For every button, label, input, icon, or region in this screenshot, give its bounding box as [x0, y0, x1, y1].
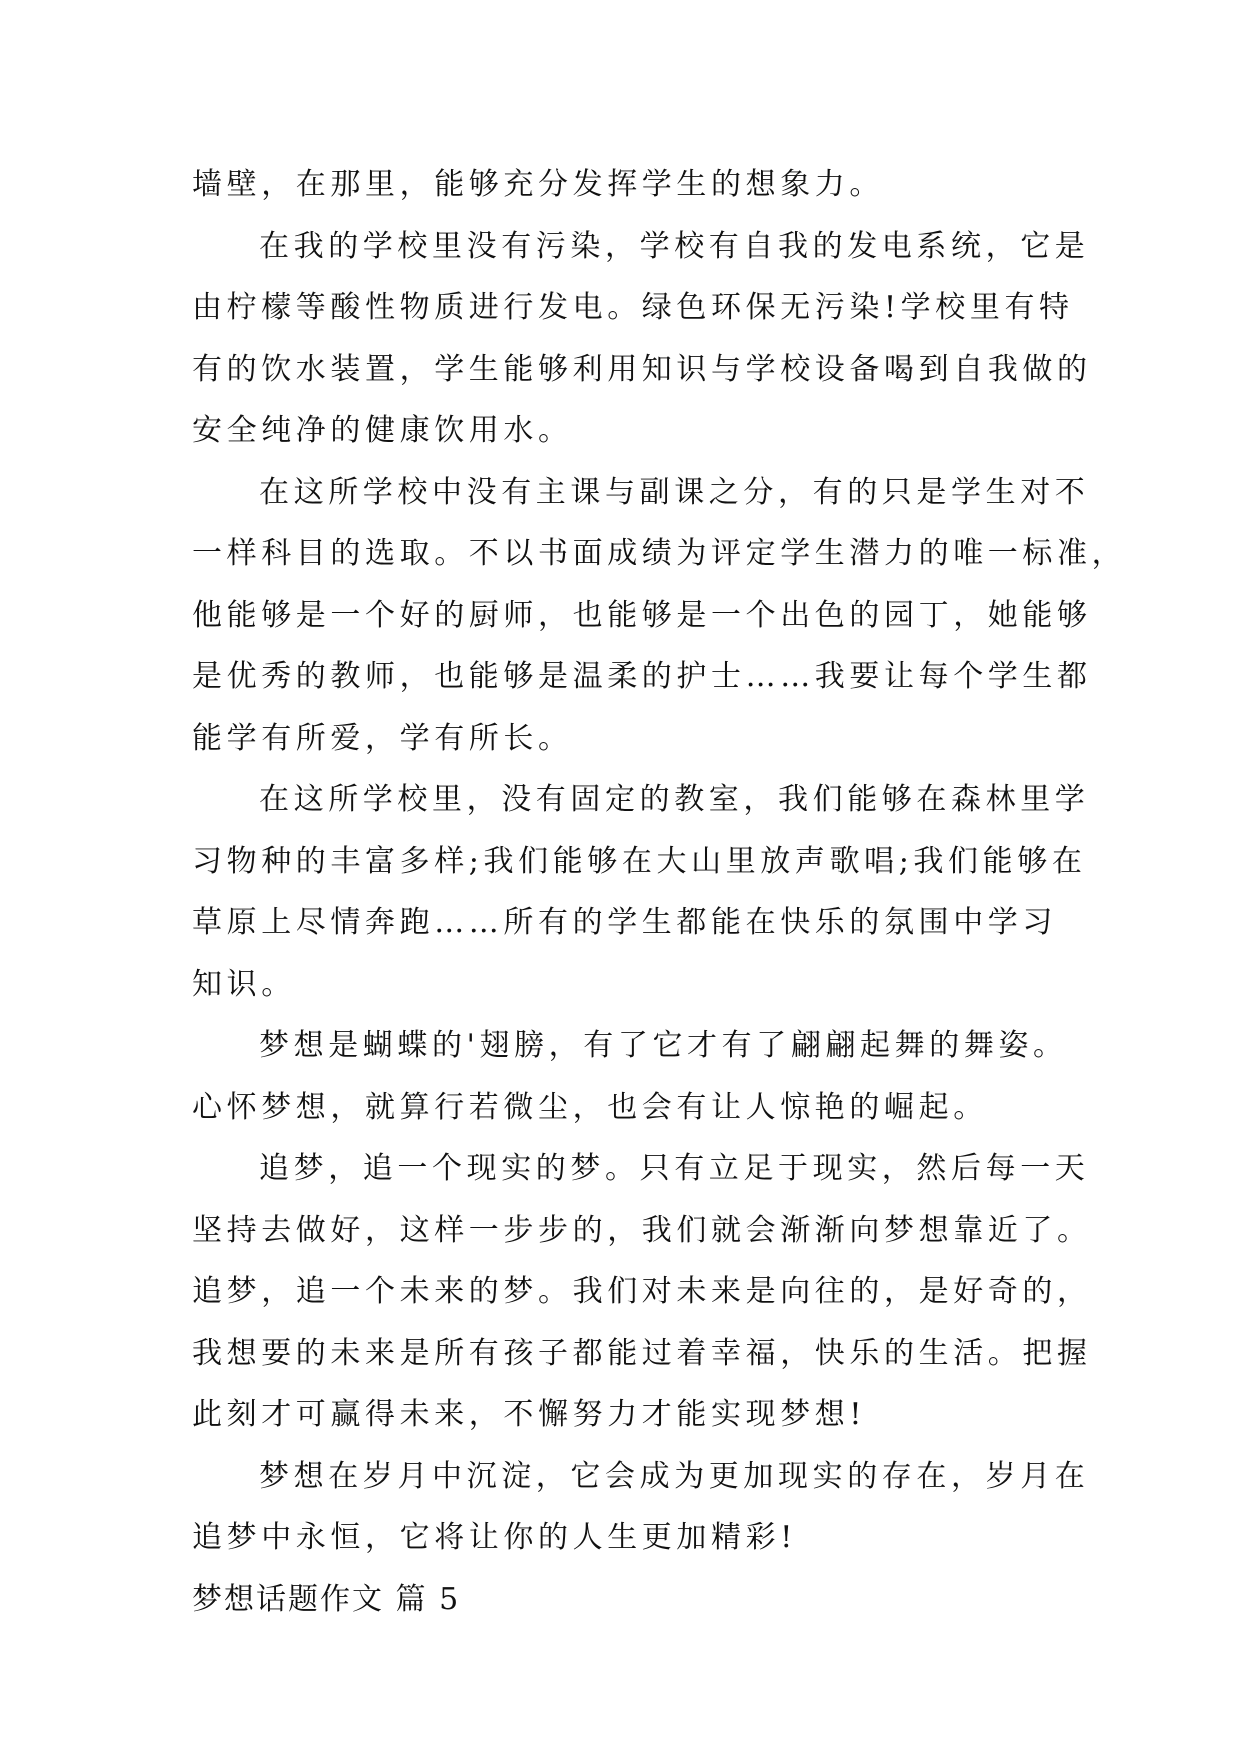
text-line: 心怀梦想，就算行若微尘，也会有让人惊艳的崛起。: [192, 1089, 988, 1125]
text-line: 坚持去做好，这样一步步的，我们就会渐渐向梦想靠近了。: [192, 1212, 1092, 1248]
text-line: 追梦，追一个未来的梦。我们对未来是向往的，是好奇的，: [192, 1274, 1092, 1309]
text-line: 追梦，追一个现实的梦。只有立足于现实，然后每一天: [259, 1151, 1090, 1186]
text-line: 追梦中永恒，它将让你的人生更加精彩!: [192, 1520, 797, 1555]
text-line: 知识。: [192, 966, 296, 1002]
text-line: 由柠檬等酸性物质进行发电。绿色环保无污染!学校里有特: [192, 290, 1074, 325]
text-line: 习物种的丰富多样;我们能够在大山里放声歌唱;我们能够在: [192, 843, 1087, 879]
text-line: 在我的学校里没有污染，学校有自我的发电系统，它是: [259, 228, 1090, 264]
text-line: 能学有所爱，学有所长。: [192, 720, 573, 756]
text-line: 有的饮水装置，学生能够利用知识与学校设备喝到自我做的: [192, 351, 1092, 387]
text-line: 草原上尽情奔跑……所有的学生都能在快乐的氛围中学习: [192, 905, 1057, 940]
document-body: [192, 154, 1127, 1630]
text-line: 在这所学校中没有主课与副课之分，有的只是学生对不: [259, 474, 1090, 510]
text-line: 梦想是蝴蝶的'翅膀，有了它才有了翩翩起舞的舞姿。: [259, 1028, 1068, 1063]
text-line: 他能够是一个好的厨师，也能够是一个出色的园丁，她能够: [192, 597, 1092, 633]
text-line: 是优秀的教师，也能够是温柔的护士……我要让每个学生都: [192, 659, 1092, 694]
text-line: 安全纯净的健康饮用水。: [192, 413, 573, 448]
text-line: 在这所学校里，没有固定的教室，我们能够在森林里学: [259, 782, 1090, 817]
text-line: 梦想在岁月中沉淀，它会成为更加现实的存在，岁月在: [259, 1458, 1090, 1494]
text-line: 墙壁，在那里，能够充分发挥学生的想象力。: [192, 167, 884, 202]
text-line: 一样科目的选取。不以书面成绩为评定学生潜力的唯一标准，: [192, 536, 1127, 571]
text-line: 此刻才可赢得未来，不懈努力才能实现梦想!: [192, 1397, 867, 1432]
text-line: 我想要的未来是所有孩子都能过着幸福，快乐的生活。把握: [192, 1335, 1092, 1371]
section-heading: 梦想话题作文 篇 5: [192, 1581, 461, 1617]
